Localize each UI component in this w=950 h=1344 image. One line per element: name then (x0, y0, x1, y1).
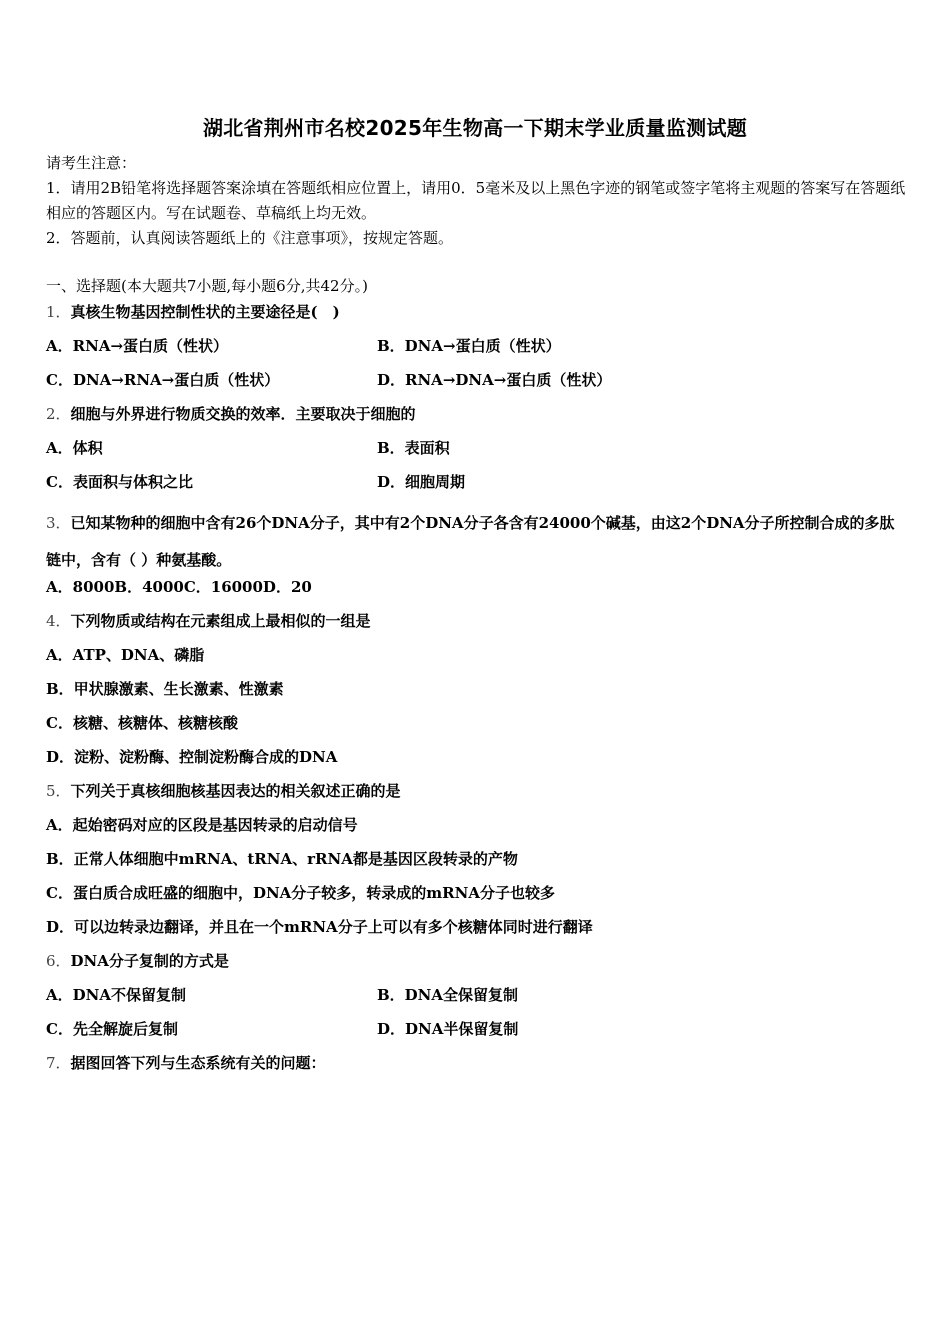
question-number: 5． (46, 782, 71, 800)
option: D．细胞周期 (377, 473, 466, 491)
question-stem (46, 505, 896, 579)
option: C．核糖、核糖体、核糖核酸 (46, 714, 238, 732)
option: C．先全解旋后复制 (46, 1020, 178, 1038)
option: D．DNA半保留复制 (377, 1020, 519, 1038)
question-number: 6． (46, 952, 71, 970)
question-text: DNA分子复制的方式是 (70, 952, 229, 970)
question-number: 7． (46, 1054, 71, 1072)
question-stem (46, 302, 340, 322)
option: B．正常人体细胞中mRNA、tRNA、rRNA都是基因区段转录的产物 (46, 850, 518, 868)
question-text: 真核生物基因控制性状的主要途径是( ) (70, 303, 340, 321)
option: B．DNA→蛋白质（性状） (377, 337, 561, 355)
option: D．可以边转录边翻译，并且在一个mRNA分子上可以有多个核糖体同时进行翻译 (46, 918, 593, 936)
question-text: 下列物质或结构在元素组成上最相似的一组是 (70, 612, 371, 630)
question-text: 下列关于真核细胞核基因表达的相关叙述正确的是 (70, 782, 401, 800)
notice-item: 2．答题前，认真阅读答题纸上的《注意事项》，按规定答题。 (46, 229, 454, 247)
question-number: 1． (46, 303, 71, 321)
option: B．DNA全保留复制 (377, 986, 519, 1004)
notice-heading: 请考生注意： (46, 154, 137, 172)
option: C．蛋白质合成旺盛的细胞中，DNA分子较多，转录成的mRNA分子也较多 (46, 884, 555, 902)
question-stem (46, 951, 229, 971)
question-stem (46, 781, 401, 801)
page-title: 湖北省荆州市名校2025年生物高一下期末学业质量监测试题 (202, 116, 748, 140)
question-text: 已知某物种的细胞中含有26个DNA分子，其中有2个DNA分子各含有24000个碱基，由这2个DNA分子所控制合成的多肽链中，含有（ ）种氨基酸。 (46, 514, 895, 569)
option: A．DNA不保留复制 (46, 986, 186, 1004)
option: B．甲状腺激素、生长激素、性激素 (46, 680, 284, 698)
question-stem (46, 1053, 326, 1073)
option: B．表面积 (377, 439, 450, 457)
question-stem (46, 611, 371, 631)
section-heading: 一、选择题(本大题共7小题,每小题6分,共42分。) (46, 277, 368, 295)
option: D．RNA→DNA→蛋白质（性状） (377, 371, 612, 389)
option: A．ATP、DNA、磷脂 (46, 646, 205, 664)
question-text: 细胞与外界进行物质交换的效率．主要取决于细胞的 (70, 405, 416, 423)
notice-item: 1．请用2B铅笔将选择题答案涂填在答题纸相应位置上，请用0．5毫米及以上黑色字迹的钢笔或签字笔将主观题的答案写在答题纸相应的答题区内。写在试题卷、草稿纸上均无效。 (46, 179, 906, 222)
question-number: 4． (46, 612, 71, 630)
option: A．体积 (46, 439, 103, 457)
notice-block (46, 151, 906, 251)
option: D．淀粉、淀粉酶、控制淀粉酶合成的DNA (46, 748, 338, 766)
question-text: 据图回答下列与生态系统有关的问题： (70, 1054, 326, 1072)
option: A．8000B．4000C．16000D．20 (46, 578, 312, 596)
option: A．起始密码对应的区段是基因转录的启动信号 (46, 816, 358, 834)
option: A．RNA→蛋白质（性状） (46, 337, 229, 355)
option: C．表面积与体积之比 (46, 473, 193, 491)
question-number: 2． (46, 405, 71, 423)
question-stem (46, 404, 416, 424)
question-number: 3． (46, 514, 71, 532)
option: C．DNA→RNA→蛋白质（性状） (46, 371, 280, 389)
